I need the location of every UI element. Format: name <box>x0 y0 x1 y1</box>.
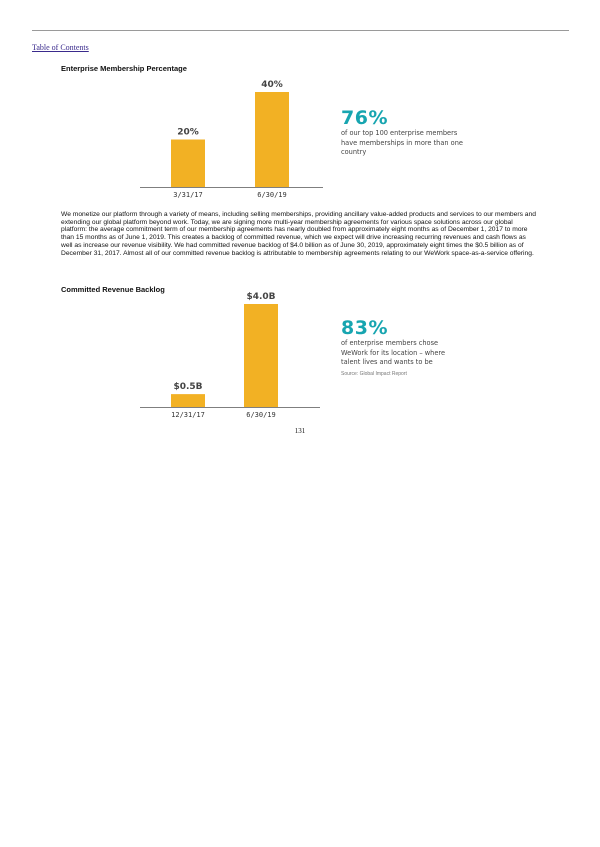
page-number: 131 <box>294 427 306 435</box>
bar-3-31-17 <box>171 140 205 188</box>
tick-label: 6/30/19 <box>257 191 287 199</box>
top-divider <box>32 30 569 31</box>
stat-text-location: of enterprise members chose WeWork for its location – where talent lives and wants to be <box>341 339 445 366</box>
bar-12-31-17 <box>171 394 205 407</box>
body-paragraph: We monetize our platform through a variety of means, including selling memberships, providing ancillary value-added products and services to our members and extending our global platform beyond work. Today, we are signing more multi-year membership agreements for various space solutions across our global platform: the average commitment term of our membership agreements has nearly doubled from approximately eight months as of December 1, 2017 to more than 15 months as of June 1, 2019. This creates a backlog of committed revenue, which we expect will drive increasing recurring revenues and cash flows as well as increase our revenue visibility. We had committed revenue backlog of $4.0 billion as of June 30, 2019, approximately eight times the $0.5 billion as of December 31, 2017. Almost all of our committed revenue backlog is attributable to membership agreements relating to our WeWork space-as-a-service offering. <box>61 211 536 257</box>
tick-label: 12/31/17 <box>171 411 205 419</box>
data-label: $4.0B <box>246 292 276 302</box>
stat-value-76: 76% <box>341 107 388 129</box>
table-of-contents-link[interactable]: Table of Contents <box>32 43 89 52</box>
data-label: $0.5B <box>173 382 203 393</box>
committed-revenue-chart <box>140 288 330 424</box>
bar-6-30-19 <box>255 92 289 187</box>
enterprise-membership-chart <box>140 78 330 203</box>
section-title-committed-revenue: Committed Revenue Backlog <box>61 285 165 294</box>
tick-label: 6/30/19 <box>246 411 276 419</box>
tick-label: 3/31/17 <box>173 191 203 199</box>
stat-value-83: 83% <box>341 317 388 339</box>
section-title-enterprise-membership: Enterprise Membership Percentage <box>61 64 187 73</box>
source-note: Source: Global Impact Report <box>341 371 407 377</box>
data-label: 40% <box>261 80 283 90</box>
data-label: 20% <box>177 127 199 138</box>
bar-6-30-19 <box>244 304 278 407</box>
stat-text-enterprise-countries: of our top 100 enterprise members have memberships in more than one country <box>341 129 463 156</box>
